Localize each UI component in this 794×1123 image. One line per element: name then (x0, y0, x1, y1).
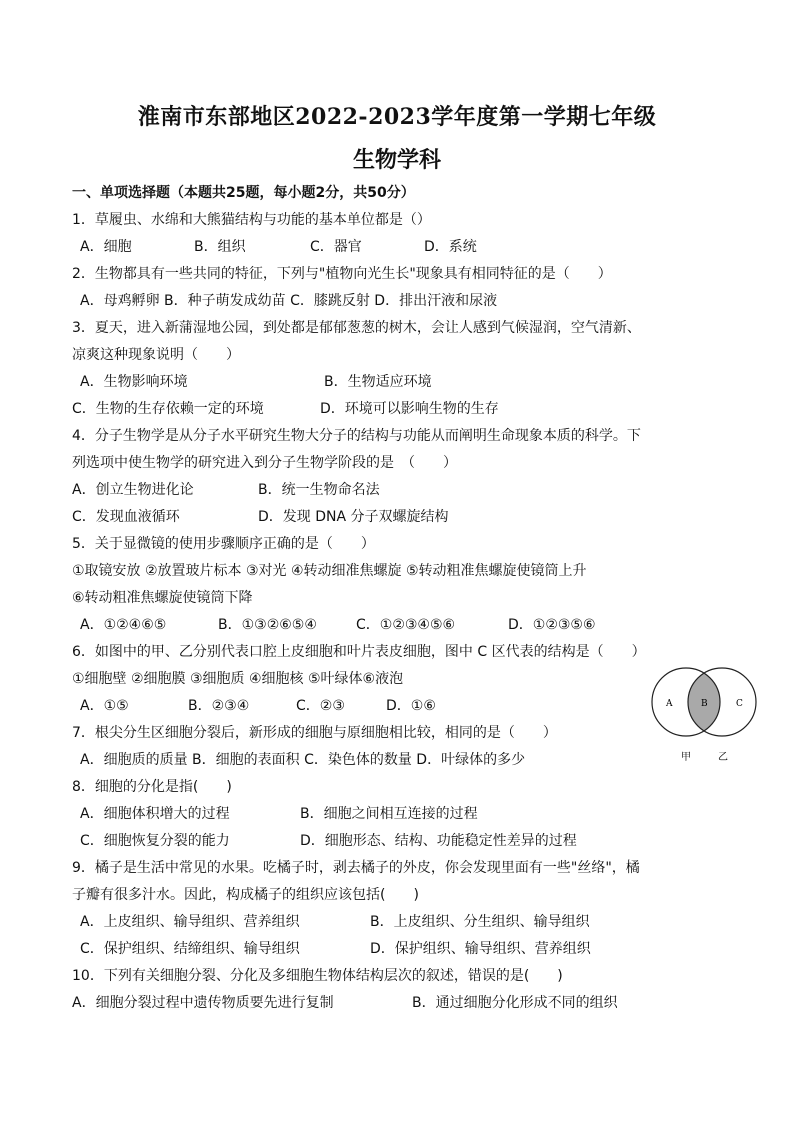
q10-option-b: B．通过细胞分化形成不同的组织 (412, 995, 618, 1011)
q6-option-d: D．①⑥ (386, 698, 436, 714)
q5-option-b: B．①③②⑥⑤④ (218, 617, 317, 633)
q6-stem: 6．如图中的甲、乙分别代表口腔上皮细胞和叶片表皮细胞，图中 C 区代表的结构是（ ） (72, 644, 646, 660)
q7-options: A．细胞质的质量 B．细胞的表面积 C．染色体的数量 D．叶绿体的多少 (80, 752, 526, 768)
q6-option-b: B．②③④ (188, 698, 250, 714)
q5-stem: 5．关于显微镜的使用步骤顺序正确的是（ ） (72, 536, 375, 552)
q4-option-b: B．统一生物命名法 (258, 482, 380, 498)
q3-option-c: C．生物的生存依赖一定的环境 (72, 401, 264, 417)
q4-stem-line2: 列选项中使生物学的研究进入到分子生物学阶段的是 （ ） (72, 455, 457, 471)
q6-items: ①细胞壁 ②细胞膜 ③细胞质 ④细胞核 ⑤叶绿体⑥液泡 (72, 671, 404, 687)
q9-stem-line2: 子瓣有很多汁水。因此，构成橘子的组织应该包括( ) (72, 887, 419, 903)
q5-steps-line2: ⑥转动粗准焦螺旋使镜筒下降 (72, 590, 253, 606)
q10-stem: 10．下列有关细胞分裂、分化及多细胞生物体结构层次的叙述，错误的是( ) (72, 968, 563, 984)
q5-option-d: D．①②③⑤⑥ (508, 617, 596, 633)
exam-subject: 生物学科 (352, 147, 441, 173)
q5-steps-line1: ①取镜安放 ②放置玻片标本 ③对光 ④转动细准焦螺旋 ⑤转动粗准焦螺旋使镜筒上升 (72, 563, 587, 579)
q8-stem: 8．细胞的分化是指( ) (72, 779, 232, 795)
section-heading: 一、单项选择题（本题共25题，每小题2分，共50分） (72, 185, 415, 201)
q9-option-d: D．保护组织、输导组织、营养组织 (370, 941, 591, 957)
exam-title: 淮南市东部地区2022-2023学年度第一学期七年级 (137, 104, 657, 130)
q1-option-b: B．组织 (194, 239, 246, 255)
q8-option-d: D．细胞形态、结构、功能稳定性差异的过程 (300, 833, 577, 849)
q9-option-b: B．上皮组织、分生组织、输导组织 (370, 914, 590, 930)
venn-label-a: A (666, 699, 673, 709)
venn-label-c: C (736, 699, 743, 709)
venn-label-b: B (701, 699, 708, 709)
q9-option-c: C．保护组织、结缔组织、输导组织 (80, 941, 300, 957)
q1-stem: 1．草履虫、水绵和大熊猫结构与功能的基本单位都是（） (72, 212, 431, 228)
q1-option-a: A．细胞 (80, 239, 132, 255)
q5-option-c: C．①②③④⑤⑥ (356, 617, 456, 633)
venn-label-right: 乙 (718, 752, 728, 763)
q8-option-b: B．细胞之间相互连接的过程 (300, 806, 478, 822)
q9-stem-line1: 9．橘子是生活中常见的水果。吃橘子时，剥去橘子的外皮，你会发现里面有一些"丝络"，橘 (72, 860, 640, 876)
venn-diagram (648, 664, 760, 766)
q7-stem: 7．根尖分生区细胞分裂后，新形成的细胞与原细胞相比较，相同的是（ ） (72, 725, 557, 741)
q5-option-a: A．①②④⑥⑤ (80, 617, 167, 633)
q8-option-c: C．细胞恢复分裂的能力 (80, 833, 230, 849)
q4-stem-line1: 4．分子生物学是从分子水平研究生物大分子的结构与功能从而阐明生命现象本质的科学。下 (72, 428, 641, 444)
q4-option-d: D．发现 DNA 分子双螺旋结构 (258, 509, 449, 525)
q3-stem-line2: 凉爽这种现象说明（ ） (72, 347, 240, 363)
q2-stem: 2．生物都具有一些共同的特征，下列与"植物向光生长"现象具有相同特征的是（ ） (72, 266, 612, 282)
q3-option-d: D．环境可以影响生物的生存 (320, 401, 499, 417)
q8-option-a: A．细胞体积增大的过程 (80, 806, 230, 822)
q2-options: A．母鸡孵卵 B．种子萌发成幼苗 C．膝跳反射 D．排出汗液和尿液 (80, 293, 498, 309)
q6-option-c: C．②③ (296, 698, 345, 714)
q1-option-d: D．系统 (424, 239, 477, 255)
q3-stem-line1: 3．夏天，进入新蒲湿地公园，到处都是郁郁葱葱的树木，会让人感到气候湿润，空气清新、 (72, 320, 641, 336)
q3-option-b: B．生物适应环境 (324, 374, 432, 390)
venn-label-left: 甲 (681, 752, 691, 763)
q4-option-a: A．创立生物进化论 (72, 482, 194, 498)
q4-option-c: C．发现血液循环 (72, 509, 180, 525)
q10-option-a: A．细胞分裂过程中遗传物质要先进行复制 (72, 995, 334, 1011)
q3-option-a: A．生物影响环境 (80, 374, 188, 390)
q6-option-a: A．①⑤ (80, 698, 129, 714)
q1-option-c: C．器官 (310, 239, 362, 255)
q9-option-a: A．上皮组织、输导组织、营养组织 (80, 914, 300, 930)
